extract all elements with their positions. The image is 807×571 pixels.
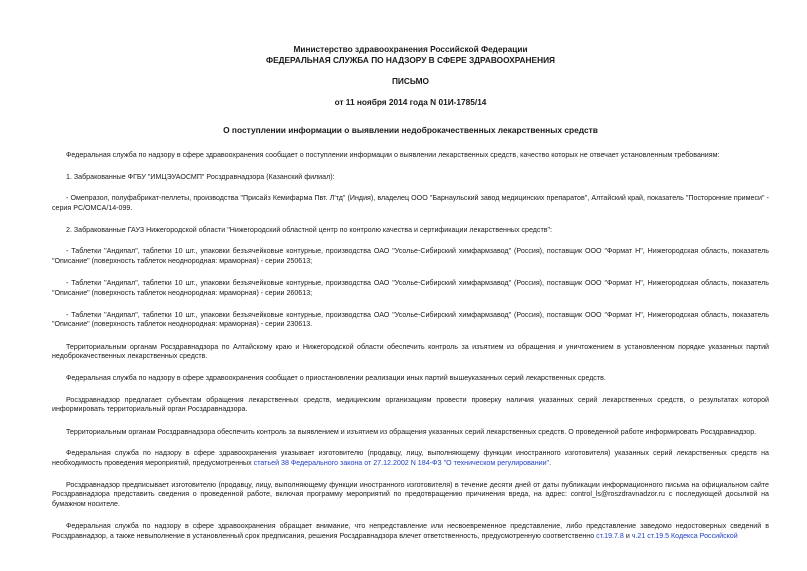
service-name: ФЕДЕРАЛЬНАЯ СЛУЖБА ПО НАДЗОРУ В СФЕРЕ ЗДРАВООХРАНЕНИЯ xyxy=(266,55,555,65)
article-19-5-link[interactable]: ч.21 ст.19.5 Кодекса Российской xyxy=(631,531,738,540)
paragraph-omeprazole: - Омепразол, полуфабрикат-пеллеты, производства "Присайз Кемифарма Пвт. Л'тд" (Индия), владелец ООО "Барнаульский завод медицинских препаратов", Алтайский край, показатель "Посторонние примеси" - серия PC/OMCA/14-099. xyxy=(52,194,769,212)
paragraph-inspection: Росздравнадзор предлагает субъектам обращения лекарственных средств, медицинским организациям провести проверку наличия указанных серий лекарственных средств, о результатах которой информировать территориальный орган Росздравнадзора. xyxy=(52,395,769,414)
paragraph-text-end: . xyxy=(549,458,552,467)
paragraph-prescription: Росздравнадзор предписывает изготовителю (продавцу, лицу, выполняющему функции иностранного изготовителя) в течение десяти дней от даты публикации информационного письма на официальном сайте Росздравнадзора представить сведения о проведенной работе, включая программу мероприятий по предотвращению причинения вреда, на адрес: control_ls@roszdravnadzor.ru с последующей досылкой на бумажном носителе. xyxy=(52,480,769,508)
paragraph-item-2-heading: 2. Забракованные ГАУЗ Нижегородской области "Нижегородский областной центр по контролю качества и сертификации лекарственных средств": xyxy=(66,225,552,234)
document-date-number: от 11 ноября 2014 года N 01И-1785/14 xyxy=(334,97,487,107)
paragraph-suspension: Федеральная служба по надзору в сфере здравоохранения сообщает о приостановлении реализации иных партий вышеуказанных серий лекарственных средств. xyxy=(66,374,606,383)
paragraph-andipal-260613: - Таблетки "Андипал", таблетки 10 шт., упаковки безъячейковые контурные, производства ОАО "Усолье-Сибирский химфармзавод" (Россия), поставщик ООО "Формат Н", Нижегородская область, показатель "Описание" (поверхность таблеток неоднородная: мраморная) - серии 260613; xyxy=(52,279,769,297)
paragraph-liability xyxy=(52,522,769,541)
law-article-38-link[interactable]: статьей 38 Федерального закона от 27.12.2002 N 184-ФЗ "О техническом регулировании" xyxy=(253,458,550,467)
paragraph-andipal-250613: - Таблетки "Андипал", таблетки 10 шт., упаковки безъячейковые контурные, производства ОАО "Усолье-Сибирский химфармзавод" (Россия), поставщик ООО "Формат Н", Нижегородская область, показатель "Описание" (поверхность таблеток неоднородная: мраморная) - серии 250613; xyxy=(52,247,769,266)
article-19-7-8-link[interactable]: ст.19.7.8 xyxy=(596,531,624,540)
paragraph-manufacturer-measures xyxy=(52,449,769,468)
paragraph-territorial-control: Территориальным органам Росздравнадзора по Алтайскому краю и Нижегородской области обеспечить контроль за изъятием из обращения и уничтожением в установленном порядке указанных партий недоброкачественных лекарственных средств. xyxy=(52,342,769,361)
document-title: О поступлении информации о выявлении недоброкачественных лекарственных средств xyxy=(223,125,598,135)
paragraph-item-1-heading: 1. Забракованные ФГБУ "ИМЦЭУАОСМП" Росздравнадзора (Казанский филиал): xyxy=(66,172,335,181)
paragraph-intro: Федеральная служба по надзору в сфере здравоохранения сообщает о поступлении информации о выявлении лекарственных средств, качество которых не отвечает установленным требованиям: xyxy=(66,151,720,159)
document-type: ПИСЬМО xyxy=(391,76,430,86)
ministry-name: Министерство здравоохранения Российской Федерации xyxy=(293,44,528,54)
paragraph-text: Федеральная служба по надзору в сфере здравоохранения указывает изготовителю (продавцу, лицу, выполняющему функции иностранного изготовителя) указанных серий лекарственных средств на необходимость проведения мероприятий, предусмотренных xyxy=(52,449,769,467)
paragraph-andipal-230613: - Таблетки "Андипал", таблетки 10 шт., упаковки безъячейковые контурные, производства ОАО "Усолье-Сибирский химфармзавод" (Россия), поставщик ООО "Формат Н", Нижегородская область, показатель "Описание" (поверхность таблеток неоднородная: мраморная) - серии 230613. xyxy=(52,310,769,329)
paragraph-withdrawal-control: Территориальным органам Росздравнадзора обеспечить контроль за выявлением и изъятием из обращения указанных серий лекарственных средств. О проведенной работе информировать Росздравнадзор. xyxy=(66,427,757,436)
paragraph-text-mid: и xyxy=(623,531,632,540)
paragraph-text: Федеральная служба по надзору в сфере здравоохранения обращает внимание, что непредставление или несвоевременное представление, либо представление заведомо недостоверных сведений в Росздравнадзор, а также невыполнение в установленный срок предписания, решения Росздравнадзора влечет ответственность, предусмотренную соответственно xyxy=(52,522,769,540)
